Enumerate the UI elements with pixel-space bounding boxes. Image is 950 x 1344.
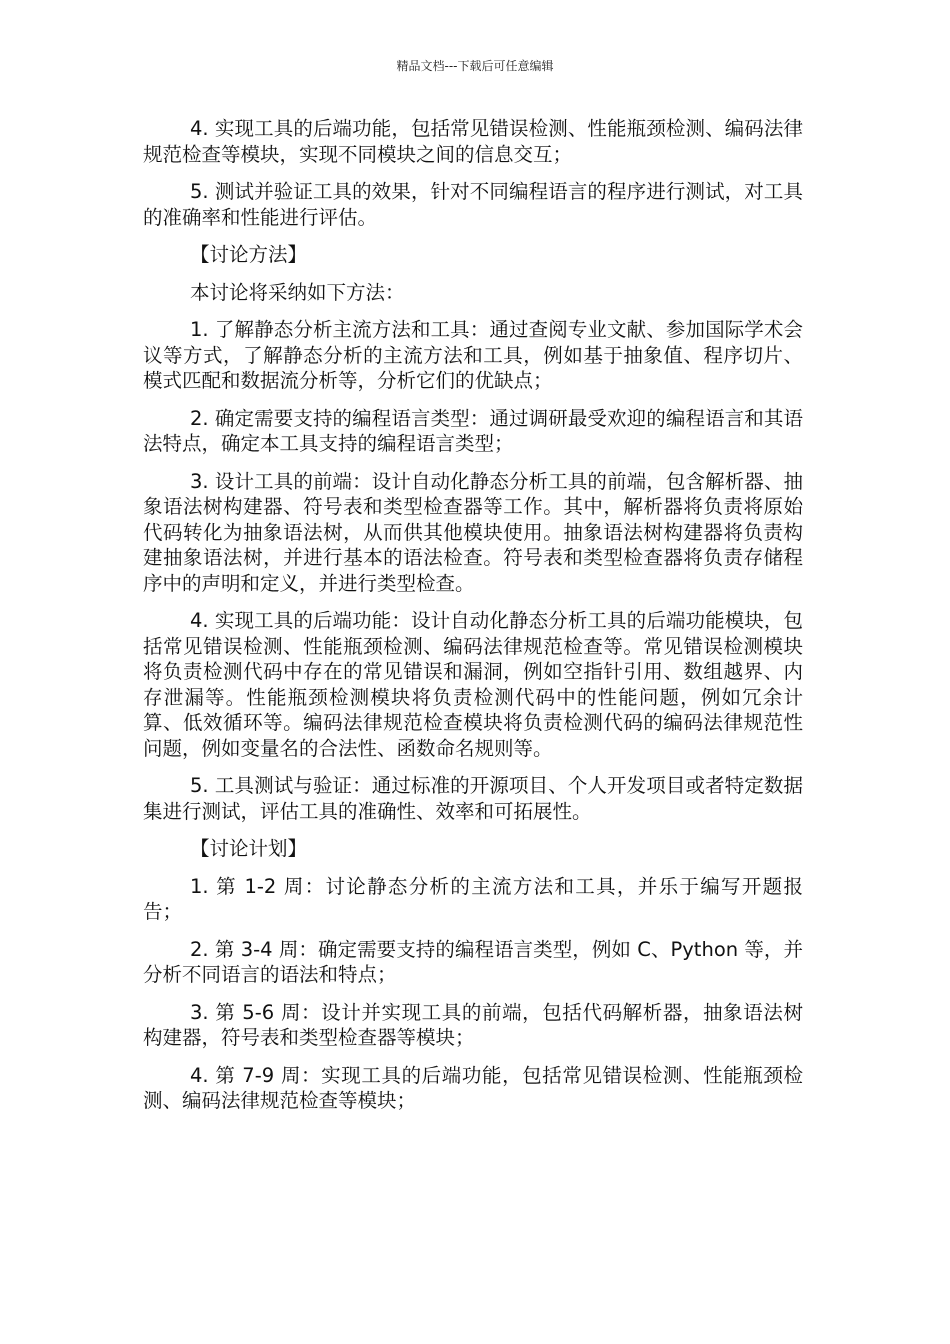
page-header: 精品文档---下载后可任意编辑 bbox=[396, 59, 554, 73]
section-heading-method: 【讨论方法】 bbox=[190, 243, 308, 266]
paragraph: 1. 了解静态分析主流方法和工具：通过查阅专业文献、参加国际学术会议等方式，了解静态分析的主流方法和工具，例如基于抽象值、程序切片、模式匹配和数据流分析等，分析它们的优缺点； bbox=[143, 318, 803, 392]
paragraph: 5. 工具测试与验证：通过标准的开源项目、个人开发项目或者特定数据集进行测试，评估工具的准确性、效率和可拓展性。 bbox=[143, 774, 803, 823]
paragraph: 2. 第 3-4 周：确定需要支持的编程语言类型，例如 C、Python 等，并分析不同语言的语法和特点； bbox=[143, 937, 803, 986]
paragraph: 1. 第 1-2 周：讨论静态分析的主流方法和工具，并乐于编写开题报告； bbox=[143, 874, 803, 923]
paragraph: 4. 第 7-9 周：实现工具的后端功能，包括常见错误检测、性能瓶颈检测、编码法律规范检查等模块； bbox=[143, 1063, 803, 1112]
paragraph: 5. 测试并验证工具的效果，针对不同编程语言的程序进行测试，对工具的准确率和性能进行评估。 bbox=[143, 180, 803, 229]
paragraph: 3. 设计工具的前端：设计自动化静态分析工具的前端，包含解析器、抽象语法树构建器、符号表和类型检查器等工作。其中，解析器将负责将原始代码转化为抽象语法树，从而供其他模块使用。抽象语法树构建器将负责构建抽象语法树，并进行基本的语法检查。符号表和类型检查器将负责存储程序中的声明和定义，并进行类型检查。 bbox=[143, 469, 803, 595]
paragraph: 2. 确定需要支持的编程语言类型：通过调研最受欢迎的编程语言和其语法特点，确定本工具支持的编程语言类型； bbox=[143, 406, 803, 455]
document-body bbox=[143, 116, 803, 1126]
section-heading-plan: 【讨论计划】 bbox=[190, 837, 308, 860]
paragraph: 4. 实现工具的后端功能，包括常见错误检测、性能瓶颈检测、编码法律规范检查等模块，实现不同模块之间的信息交互； bbox=[143, 117, 803, 166]
paragraph: 3. 第 5-6 周：设计并实现工具的前端，包括代码解析器，抽象语法树构建器，符号表和类型检查器等模块； bbox=[143, 1000, 803, 1049]
paragraph: 本讨论将采纳如下方法： bbox=[190, 280, 405, 304]
paragraph: 4. 实现工具的后端功能：设计自动化静态分析工具的后端功能模块，包括常见错误检测、性能瓶颈检测、编码法律规范检查等。常见错误检测模块将负责检测代码中存在的常见错误和漏洞，例如空指针引用、数组越界、内存泄漏等。性能瓶颈检测模块将负责检测代码中的性能问题，例如冗余计算、低效循环等。编码法律规范检查模块将负责检测代码的编码法律规范性问题，例如变量名的合法性、函数命名规则等。 bbox=[143, 609, 803, 760]
